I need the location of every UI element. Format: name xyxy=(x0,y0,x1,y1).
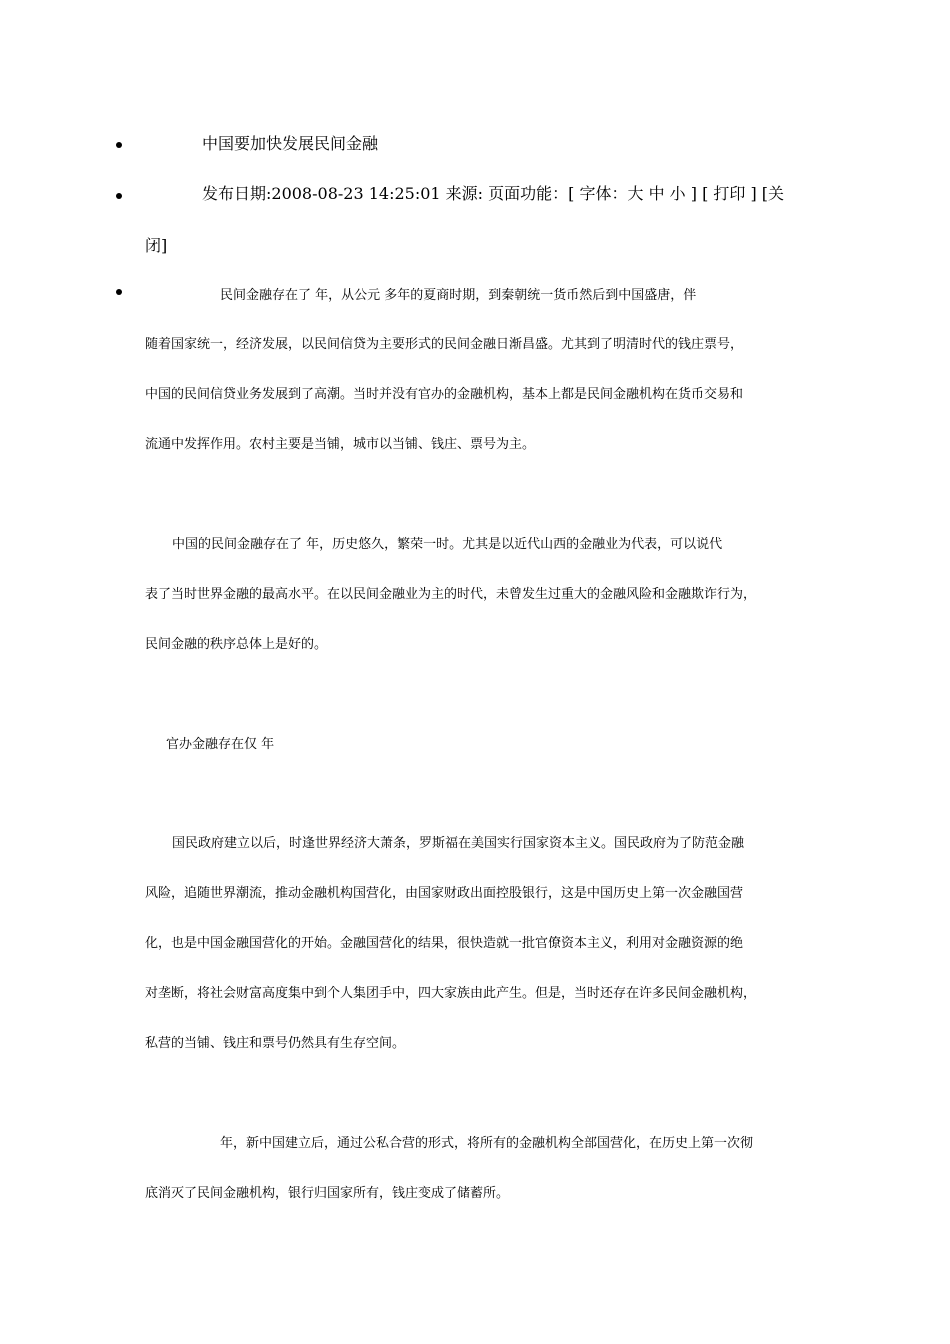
meta-line: 发布日期:2008-08-23 14:25:01 来源: 页面功能：[ 字体：大 中 小 ] [ 打印 ] [关 xyxy=(202,184,785,203)
section-heading: 官办金融存在仅 年 xyxy=(166,737,275,752)
paragraph-line: 底消灭了民间金融机构，银行归国家所有，钱庄变成了储蓄所。 xyxy=(145,1186,510,1201)
article-title: 中国要加快发展民间金融 xyxy=(202,134,379,153)
list-bullet xyxy=(116,289,122,295)
list-bullet xyxy=(116,193,122,199)
paragraph-line: 私营的当铺、钱庄和票号仍然具有生存空间。 xyxy=(145,1036,406,1051)
paragraph-line: 民间金融的秩序总体上是好的。 xyxy=(145,637,328,652)
paragraph-line: 民间金融存在了 年，从公元 多年的夏商时期，到秦朝统一货币然后到中国盛唐，伴 xyxy=(220,288,697,303)
paragraph-line: 化，也是中国金融国营化的开始。金融国营化的结果，很快造就一批官僚资本主义，利用对金融资源的绝 xyxy=(145,936,744,951)
paragraph-line: 中国的民间信贷业务发展到了高潮。当时并没有官办的金融机构，基本上都是民间金融机构在货币交易和 xyxy=(145,387,744,402)
paragraph-line: 年，新中国建立后，通过公私合营的形式，将所有的金融机构全部国营化，在历史上第一次彻 xyxy=(220,1136,754,1151)
paragraph-line: 随着国家统一，经济发展，以民间信贷为主要形式的民间金融日渐昌盛。尤其到了明清时代的钱庄票号， xyxy=(145,337,744,352)
paragraph-line: 风险，追随世界潮流，推动金融机构国营化，由国家财政出面控股银行，这是中国历史上第一次金融国营 xyxy=(145,886,744,901)
paragraph-line: 中国的民间金融存在了 年，历史悠久，繁荣一时。尤其是以近代山西的金融业为代表，可以说代 xyxy=(172,537,723,552)
paragraph-line: 流通中发挥作用。农村主要是当铺，城市以当铺、钱庄、票号为主。 xyxy=(145,437,536,452)
paragraph-line: 对垄断，将社会财富高度集中到个人集团手中，四大家族由此产生。但是，当时还存在许多民间金融机构， xyxy=(145,986,757,1001)
meta-line-continuation: 闭] xyxy=(145,236,168,255)
paragraph-line: 表了当时世界金融的最高水平。在以民间金融业为主的时代，未曾发生过重大的金融风险和金融欺诈行为， xyxy=(145,587,757,602)
list-bullet xyxy=(116,142,122,148)
paragraph-line: 国民政府建立以后，时逢世界经济大萧条，罗斯福在美国实行国家资本主义。国民政府为了防范金融 xyxy=(172,836,745,851)
